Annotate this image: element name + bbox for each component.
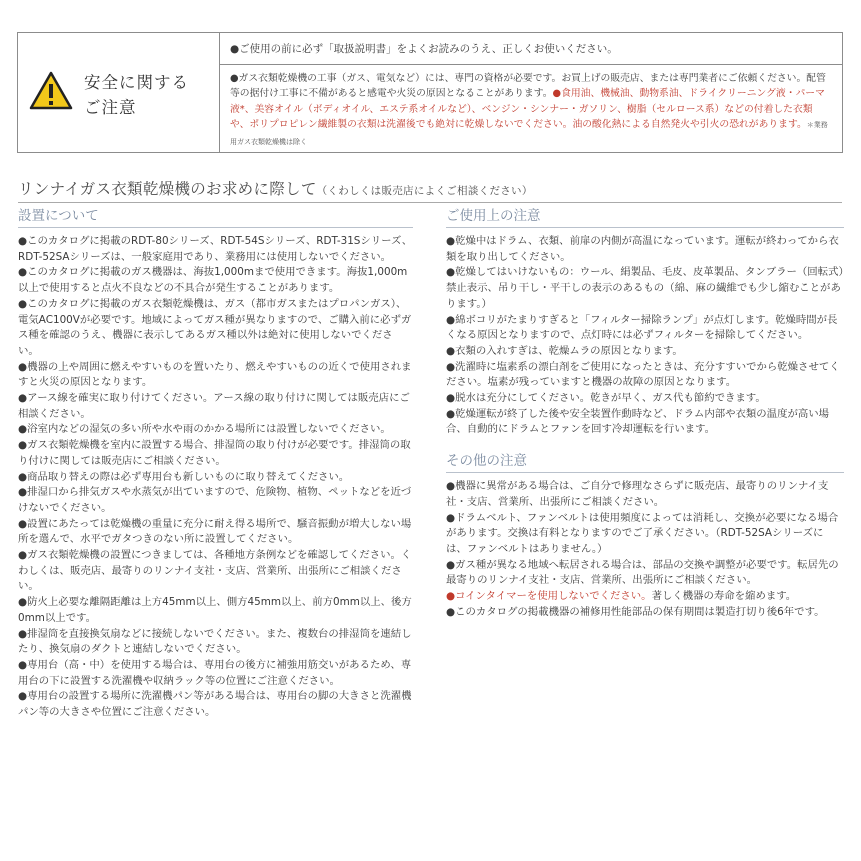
section-title-installation: 設置について	[18, 208, 99, 224]
installation-section	[18, 205, 413, 721]
list-item: ●このカタログの掲載機器の補修用性能部品の保有期間は製造打切り後6年です。	[446, 605, 825, 618]
safety-notice-title: 安全に関する ご注意	[84, 73, 189, 117]
list-item: ●このカタログに掲載のガス機器は、海抜1,000mまで使用できます。海抜1,000m以上で使用すると点火不良などの不具合が発生することがあります。	[18, 266, 408, 295]
list-item: ●ドラムベルト、ファンベルトは使用頻度によっては消耗し、交換が必要になる場合があります。交換は有料となりますのでご了承ください。（RDT-52SAシリーズには、ファンベルトはありません。）	[446, 511, 839, 555]
section-title-usage: ご使用上の注意	[446, 208, 541, 224]
list-item: ●浴室内などの湿気の多い所や水や雨のかかる場所には設置しないでください。	[18, 423, 391, 436]
list-item: ●専用台（高・中）を使用する場合は、専用台の後方に補強用筋交いがあるため、専用台の下に設置する洗濯機や収納ラック等の位置にご注意ください。	[18, 658, 412, 687]
list-item: ●排湿口から排気ガスや水蒸気が出ていますので、危険物、植物、ペットなどを近づけないでください。	[18, 486, 412, 514]
coin-timer-note: 著しく機器の寿命を縮めます。	[651, 590, 797, 603]
list-item: ●防火上必要な離隔距離は上方45mm以上、側方45mm以上、前方0mm以上、後方0mm以上です。	[18, 596, 412, 624]
list-item: ●商品取り替えの際は必ず専用台も新しいものに取り替えてください。	[18, 470, 350, 483]
list-item: ●乾燥してはいけないもの：ウール、絹製品、毛皮、皮革製品、タンブラー（回転式）禁止表示、吊り干し・平干しの表示のあるもの（綿、麻の繊維でも少し縮むことがあります。）	[446, 266, 844, 310]
warning-triangle-icon	[29, 71, 73, 110]
divider	[446, 227, 844, 228]
section-title-other: その他の注意	[446, 453, 527, 470]
list-item-coin-timer	[446, 589, 844, 605]
list-item: ●このカタログに掲載のRDT-80シリーズ、RDT-54Sシリーズ、RDT-31Sシリーズ、RDT-52SAシリーズは、一般家庭用であり、業務用には使用しないでください。	[18, 235, 413, 263]
divider	[219, 64, 842, 65]
safety-text: ●ガス衣類乾燥機の工事（ガス、電気など）には、専門の資格が必要です。お買上げの販売店、または専門業者にご依頼ください。配管等の据付け工事に不備があると感電や火災の原因となることがあります。	[230, 73, 826, 100]
list-item: ●機器の上や周囲に燃えやすいものを置いたり、燃えやすいものの近くで使用されますと火災の原因となります。	[18, 360, 412, 389]
list-item: ●ガス種が異なる地域へ転居される場合は、部品の交換や調整が必要です。転居先の最寄りのリンナイ支社・支店、営業所、出張所にご相談ください。	[446, 558, 839, 587]
list-item: ●設置にあたっては乾燥機の重量に充分に耐え得る場所で、騒音振動が増大しない場所を選んで、水平でガタつきのない所に設置してください。	[18, 517, 412, 546]
page-title-sub: （くわしくは販売店によくご相談ください）	[316, 185, 533, 197]
list-item: ●衣類の入れすぎは、乾燥ムラの原因となります。	[446, 344, 683, 357]
safety-notice-line-1: ●ご使用の前に必ず「取扱説明書」をよくお読みのうえ、正しくお使いください。	[230, 43, 618, 55]
spacer	[446, 438, 844, 450]
list-item: ●機器に異常がある場合は、ご自分で修理なさらずに販売店、最寄りのリンナイ支社・支店、営業所、出張所にご相談ください。	[446, 480, 829, 508]
safety-notice-box	[17, 32, 843, 153]
safety-text-red: ●食用油、機械油、動物系油、ドライクリーニング液・パーマ液*、美容オイル（ボディオイル、エステ系オイルなど）、ベンジン・シンナー・ガソリン、樹脂（セルロース系）などの付着した衣類や、ポリプロピレン繊維製の衣類は洗濯後でも絶対に乾燥しないでください。油の酸化熱による自然発火や引火の恐れがあります。	[230, 88, 825, 131]
safety-notice-line-2	[230, 71, 830, 150]
list-item: ●綿ボコリがたまりすぎると「フィルター掃除ランプ」が点灯します。乾燥時間が長くなる原因となりますので、点灯時には必ずフィルターを掃除してください。	[446, 313, 838, 342]
list-item: ●アース線を確実に取り付けてください。アース線の取り付けに関しては販売店にご相談ください。	[18, 392, 410, 420]
safety-footnote: ＊業務用ガス衣類乾燥機は除く	[230, 121, 828, 146]
list-item: ●排湿筒を直接換気扇などに接続しないでください。また、複数台の排湿筒を連結したり、換気扇のダクトと連結しないでください。	[18, 627, 412, 656]
safety-notice-header	[18, 33, 220, 152]
divider	[18, 202, 842, 203]
list-item: ●脱水は充分にしてください。乾きが早く、ガス代も節約できます。	[446, 392, 766, 405]
list-item: ●ガス衣類乾燥機の設置につきましては、各種地方条例などを確認してください。くわしくは、販売店、最寄りのリンナイ支社・支店、営業所、出張所にご相談ください。	[18, 549, 412, 593]
safety-notice-content	[219, 33, 842, 152]
list-item: ●このカタログに掲載のガス衣類乾燥機は、ガス（都市ガスまたはプロパンガス）、電気AC100Vが必要です。地域によってガス種が異なりますので、ご購入前に必ずガス種を確認のうえ、機器に表示してあるガス種以外は絶対に使用しないでください。	[18, 297, 412, 357]
list-item: ●洗濯時に塩素系の漂白剤をご使用になったときは、充分すすいでから乾燥させてください。塩素が残っていますと機器の故障の原因となります。	[446, 360, 840, 389]
list-item: ●乾燥運転が終了した後や安全装置作動時など、ドラム内部や衣類の温度が高い場合、自動的にドラムとファンを回す冷却運転を行います。	[446, 407, 830, 436]
list-item: ●ガス衣類乾燥機を室内に設置する場合、排湿筒の取り付けが必要です。排湿筒の取り付けに関しては販売店にご相談ください。	[18, 439, 411, 467]
page-title-main: リンナイガス衣類乾燥機のお求めに際して	[18, 180, 317, 198]
list-item: ●乾燥中はドラム、衣類、前扉の内側が高温になっています。運転が終わってから衣類を取り出してください。	[446, 235, 839, 263]
coin-timer-warning: ●コインタイマーを使用しないでください。	[446, 590, 652, 603]
page-title	[18, 177, 533, 199]
list-item-warning: ●専用台の設置する場所に洗濯機パン等がある場合は、専用台の脚の大きさと洗濯機パン等の大きさや位置にご注意ください。	[18, 690, 412, 719]
usage-section	[446, 205, 844, 620]
divider	[446, 472, 844, 473]
divider	[18, 227, 413, 228]
